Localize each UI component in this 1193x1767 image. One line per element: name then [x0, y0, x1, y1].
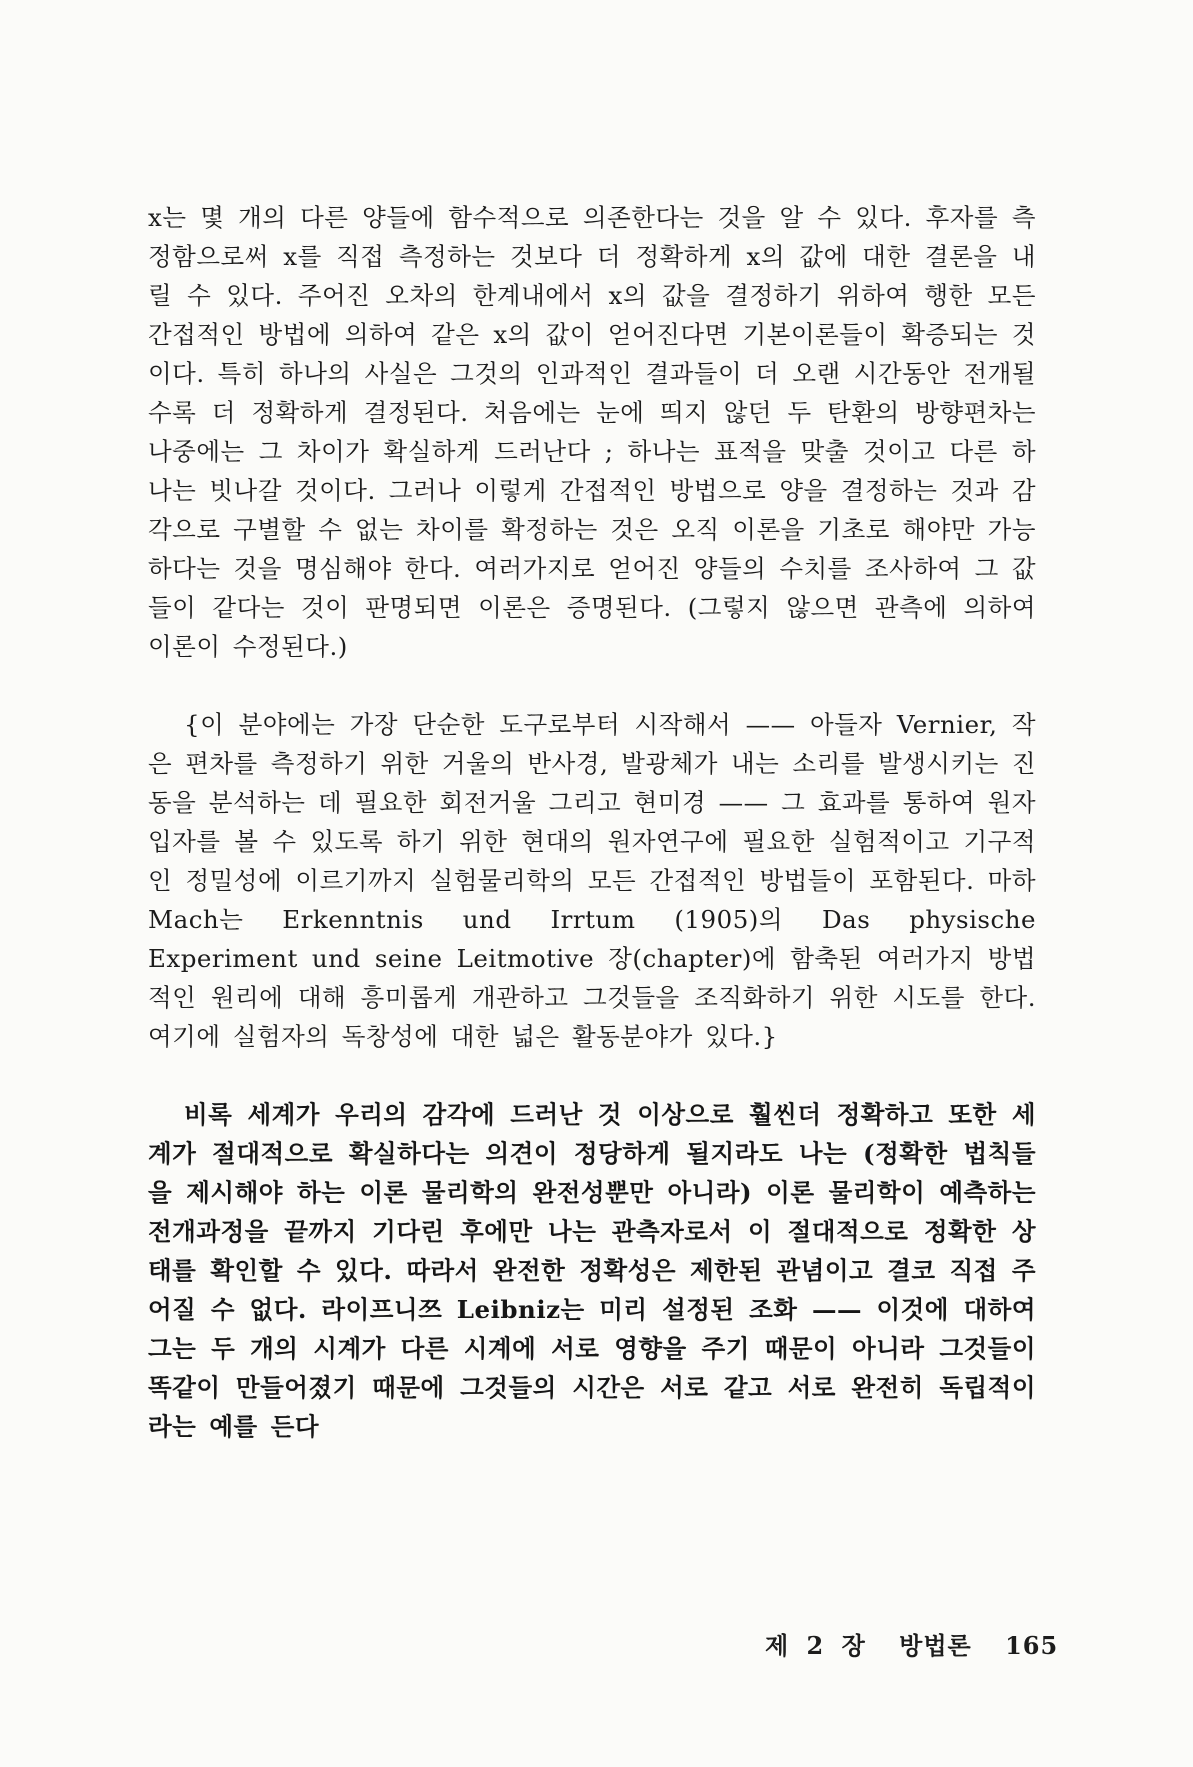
page-number: 165: [1005, 1631, 1059, 1660]
paragraph-3: 비록 세계가 우리의 감각에 드러난 것 이상으로 훨씬더 정확하고 또한 세계가 절대적으로 확실하다는 의견이 정당하게 될지라도 나는 (정확한 법칙들을 제시해야 하는 이론 물리학의 완전성뿐만 아니라) 이론 물리학이 예측하는 전개과정을 끝까지 기다린 후에만 나는 관측자로서 이 절대적으로 정확한 상태를 확인할 수 있다. 따라서 완전한 정확성은 제한된 관념이고 결코 직접 주어질 수 없다. 라이프니쯔 Leibniz는 미리 설정된 조화 —— 이것에 대하여 그는 두 개의 시계가 다른 시계에 서로 영향을 주기 때문이 아니라 그것들이 똑같이 만들어졌기 때문에 그것들의 시간은 서로 같고 서로 완전히 독립적이라는 예를 든다: [148, 1100, 1036, 1441]
page-body: [148, 198, 1036, 1446]
footer-chapter: 제 2 장: [765, 1631, 866, 1660]
footer-section: 방법론: [899, 1631, 972, 1660]
running-footer: [765, 1626, 1058, 1661]
paragraph-1: x는 몇 개의 다른 양들에 함수적으로 의존한다는 것을 알 수 있다. 후자를 측정함으로써 x를 직접 측정하는 것보다 더 정확하게 x의 값에 대한 결론을 내릴 수 있다. 주어진 오차의 한계내에서 x의 값을 결정하기 위하여 행한 모든 간접적인 방법에 의하여 같은 x의 값이 얻어진다면 기본이론들이 확증되는 것이다. 특히 하나의 사실은 그것의 인과적인 결과들이 더 오랜 시간동안 전개될수록 더 정확하게 결정된다. 처음에는 눈에 띄지 않던 두 탄환의 방향편차는 나중에는 그 차이가 확실하게 드러난다 ; 하나는 표적을 맞출 것이고 다른 하나는 빗나갈 것이다. 그러나 이렇게 간접적인 방법으로 양을 결정하는 것과 감각으로 구별할 수 없는 차이를 확정하는 것은 오직 이론을 기초로 해야만 가능하다는 것을 명심해야 한다. 여러가지로 얻어진 양들의 수치를 조사하여 그 값들이 같다는 것이 판명되면 이론은 증명된다. (그렇지 않으면 관측에 의하여 이론이 수정된다.): [148, 203, 1037, 661]
paragraph-2: {이 분야에는 가장 단순한 도구로부터 시작해서 —— 아들자 Vernier, 작은 편차를 측정하기 위한 거울의 반사경, 발광체가 내는 소리를 발생시키는 진동을 분석하는 데 필요한 회전거울 그리고 현미경 —— 그 효과를 통하여 원자입자를 볼 수 있도록 하기 위한 현대의 원자연구에 필요한 실험적이고 기구적인 정밀성에 이르기까지 실험물리학의 모든 간접적인 방법들이 포함된다. 마하 Mach는 Erkenntnis und Irrtum (1905)의 Das physische Experiment und seine Leitmotive 장(chapter)에 함축된 여러가지 방법적인 원리에 대해 흥미롭게 개관하고 그것들을 조직화하기 위한 시도를 한다. 여기에 실험자의 독창성에 대한 넓은 활동분야가 있다.}: [148, 710, 1036, 1051]
